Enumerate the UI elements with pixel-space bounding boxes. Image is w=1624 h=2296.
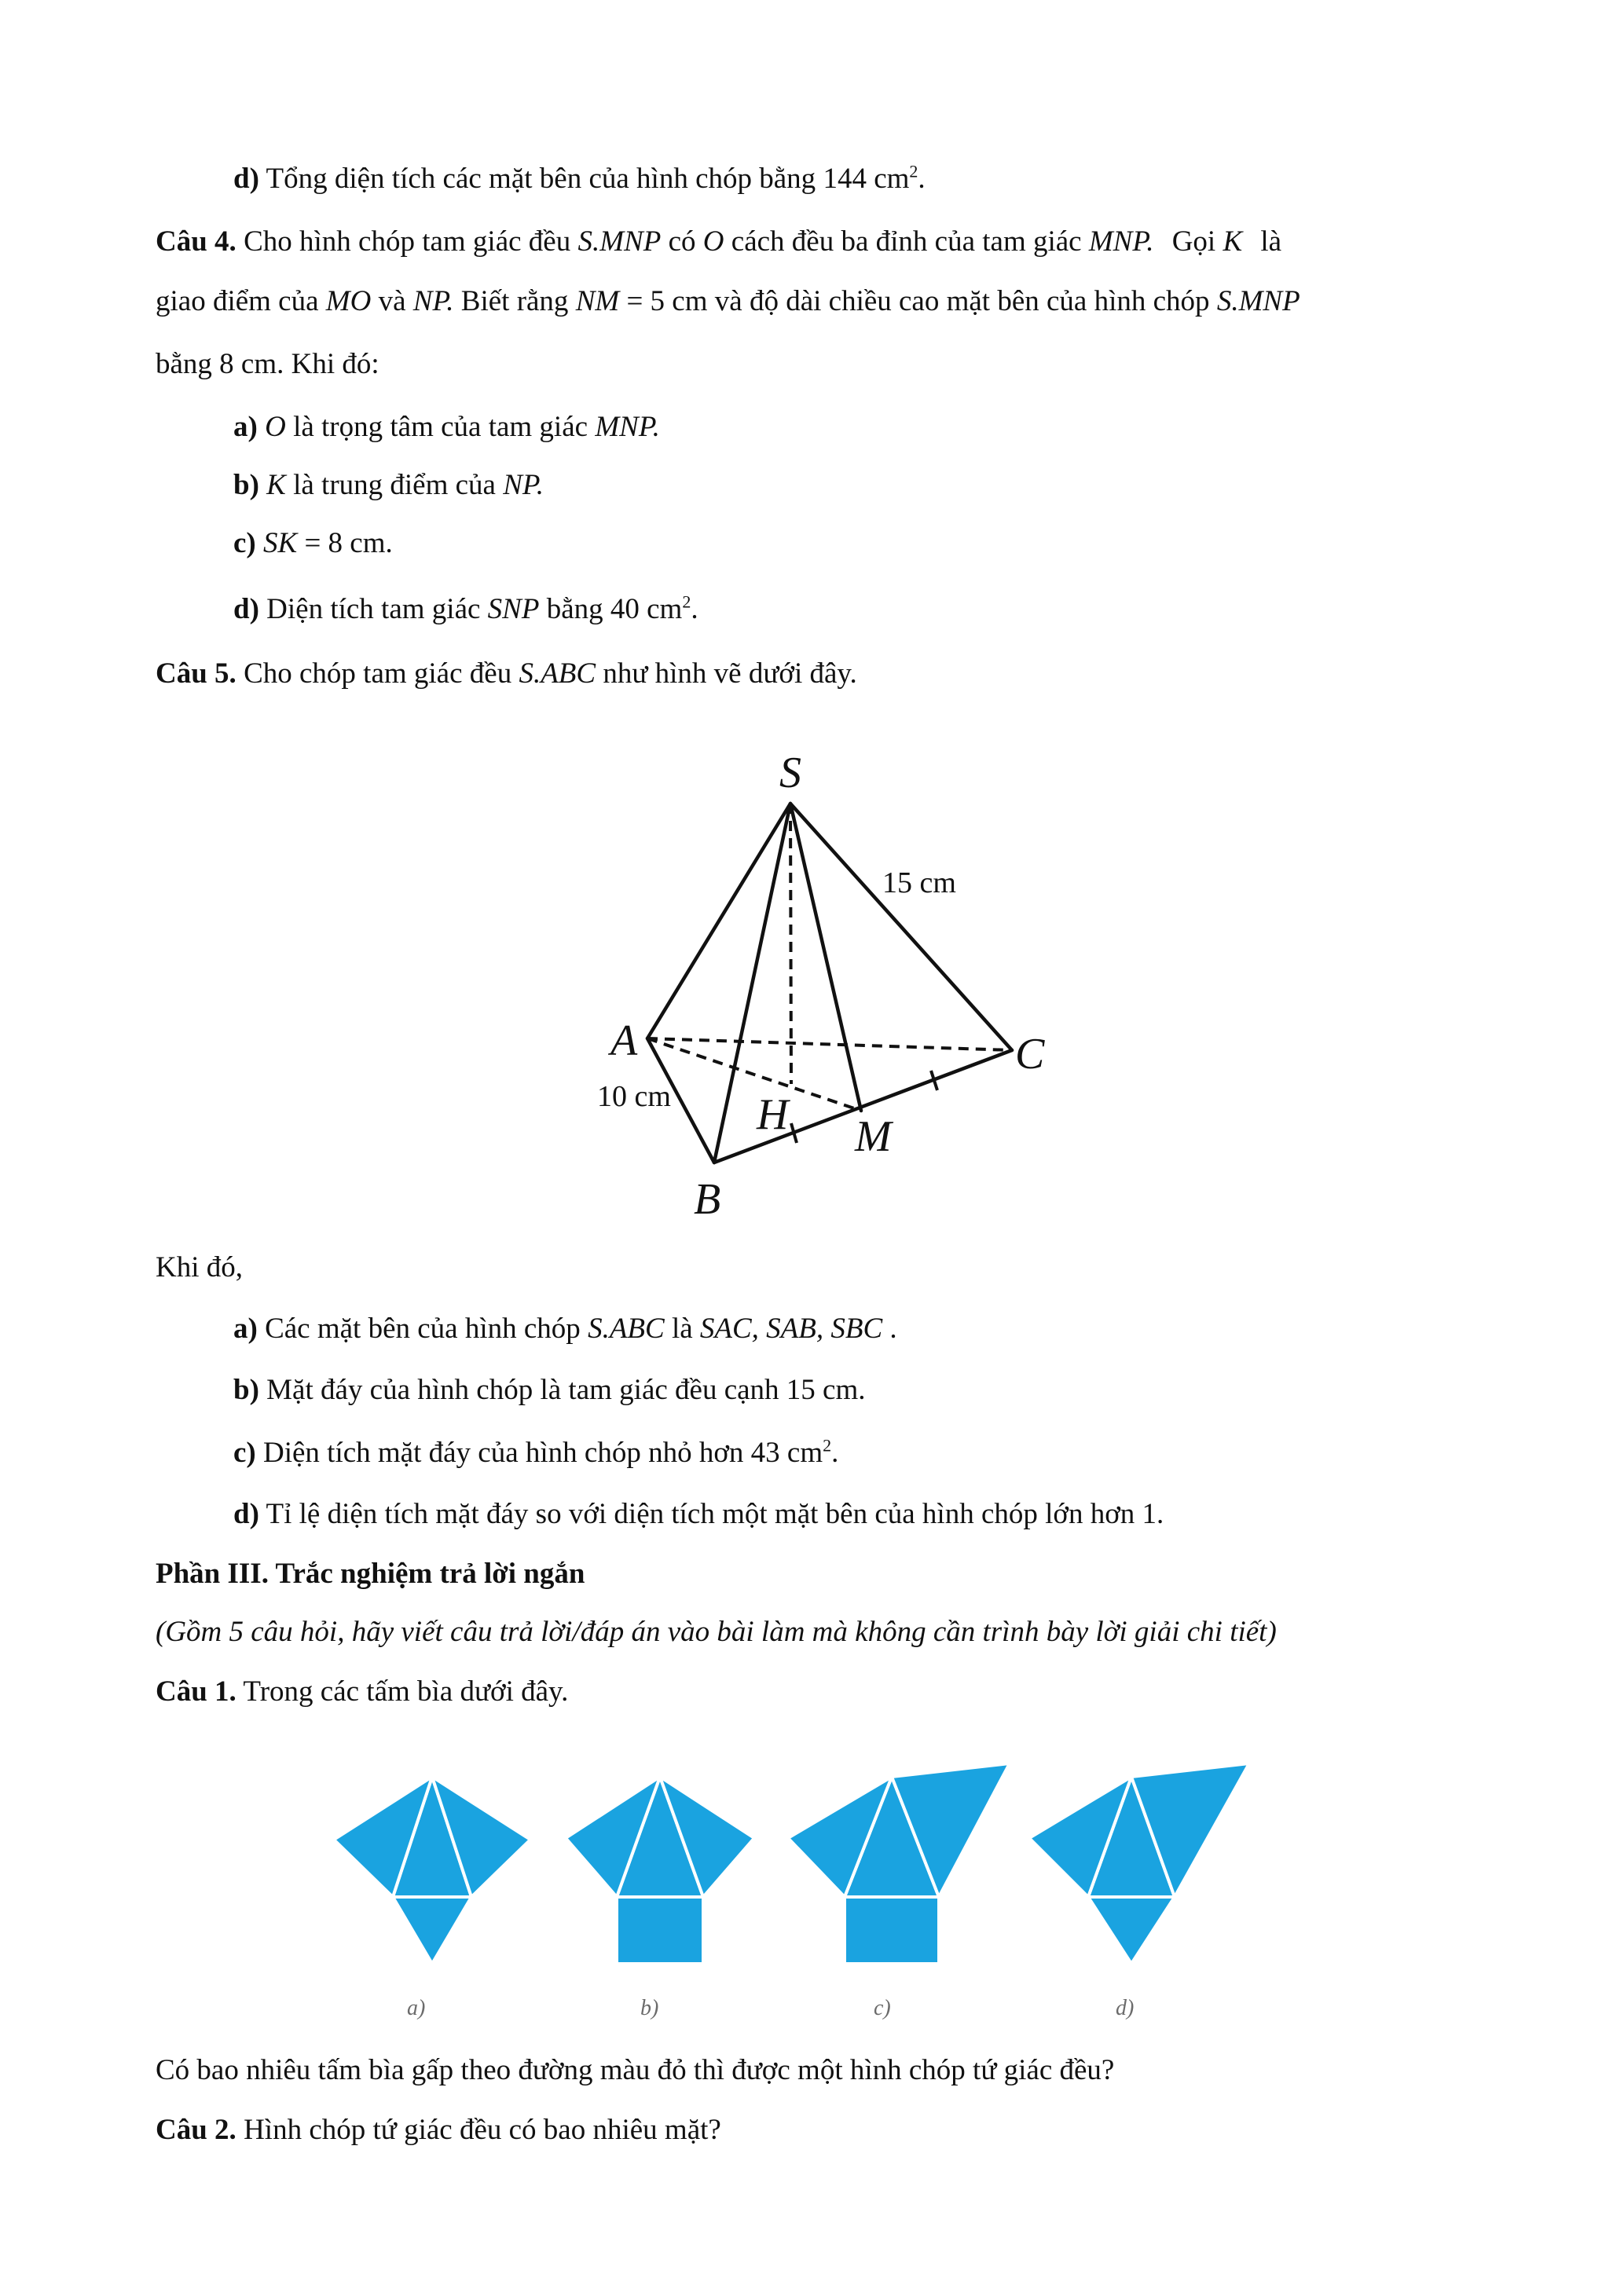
label-S: S: [779, 749, 801, 797]
question-label: Câu 4.: [156, 225, 236, 258]
q4-stem-line2: giao điểm của MO và NP. Biết rằng NM = 5 cm và độ dài chiều cao mặt bên của hình chóp S.MNP: [156, 285, 1300, 317]
label-C: C: [1015, 1030, 1045, 1078]
q4-option-a: a) O là trọng tâm của tam giác MNP.: [233, 411, 660, 443]
label-M: M: [855, 1112, 892, 1161]
q4-stem-line3: bằng 8 cm. Khi đó:: [156, 348, 379, 380]
q4-stem-line1: Câu 4. Cho hình chóp tam giác đều S.MNP có O cách đều ba đỉnh của tam giác MNP. Gọi K là: [156, 225, 1282, 258]
question-label: Câu 2.: [156, 2114, 236, 2146]
edge-AC-hidden: [647, 1038, 1012, 1050]
p3q2-stem: Câu 2. Hình chóp tứ giác đều có bao nhiêu mặt?: [156, 2114, 721, 2146]
length-SC: 15 cm: [882, 866, 956, 899]
part3-note: (Gồm 5 câu hỏi, hãy viết câu trả lời/đáp án vào bài làm mà không cần trình bày lời giải chi tiết): [156, 1616, 1277, 1648]
p3q1-question: Có bao nhiêu tấm bìa gấp theo đường màu đỏ thì được một hình chóp tứ giác đều?: [156, 2054, 1115, 2086]
q5-intro: Khi đó,: [156, 1251, 243, 1283]
net-d-face-bottom: [1088, 1897, 1175, 1964]
option-label: d): [233, 163, 259, 195]
net-c-base-square: [845, 1897, 939, 1964]
net-label-c: c): [874, 1996, 891, 2020]
net-label-d: d): [1116, 1996, 1135, 2020]
q5-option-c: c) Diện tích mặt đáy của hình chóp nhỏ hơn 43 $cm^2$.: [233, 1435, 839, 1469]
net-a-face-bottom: [393, 1897, 471, 1964]
net-label-b: b): [640, 1996, 659, 2020]
label-A: A: [610, 1016, 638, 1065]
net-label-a: a): [407, 1996, 426, 2020]
label-B: B: [694, 1175, 721, 1224]
length-AB: 10 cm: [597, 1080, 671, 1113]
pyramid-figure: [581, 738, 1084, 1225]
q4-option-d: d) Diện tích tam giác SNP bằng 40 $cm^2$.: [233, 591, 698, 625]
net-b-base-square: [617, 1897, 703, 1964]
q5-option-b: b) Mặt đáy của hình chóp là tam giác đều cạnh 15 cm.: [233, 1374, 866, 1406]
edge-SM: [790, 804, 861, 1111]
q3-option-d: d) Tổng diện tích các mặt bên của hình chóp bằng 144 $cm^2$.: [233, 161, 926, 195]
q5-option-d: d) Tỉ lệ diện tích mặt đáy so với diện tích một mặt bên của hình chóp lớn hơn 1.: [233, 1498, 1164, 1530]
question-label: Câu 1.: [156, 1675, 236, 1708]
label-H: H: [757, 1090, 789, 1139]
edge-SC: [790, 804, 1012, 1050]
p3q1-stem: Câu 1. Trong các tấm bìa dưới đây.: [156, 1675, 569, 1708]
q4-option-c: c) SK = 8 cm.: [233, 527, 393, 559]
q4-option-b: b) K là trung điểm của NP.: [233, 469, 544, 501]
q5-option-a: a) Các mặt bên của hình chóp S.ABC là SAC, SAB, SBC .: [233, 1313, 897, 1345]
edge-SA: [647, 804, 790, 1038]
nets-figure: [314, 1744, 1320, 2034]
question-label: Câu 5.: [156, 657, 236, 690]
q5-stem: Câu 5. Cho chóp tam giác đều S.ABC như hình vẽ dưới đây.: [156, 657, 857, 690]
part3-title: Phần III. Trắc nghiệm trả lời ngắn: [156, 1558, 585, 1590]
